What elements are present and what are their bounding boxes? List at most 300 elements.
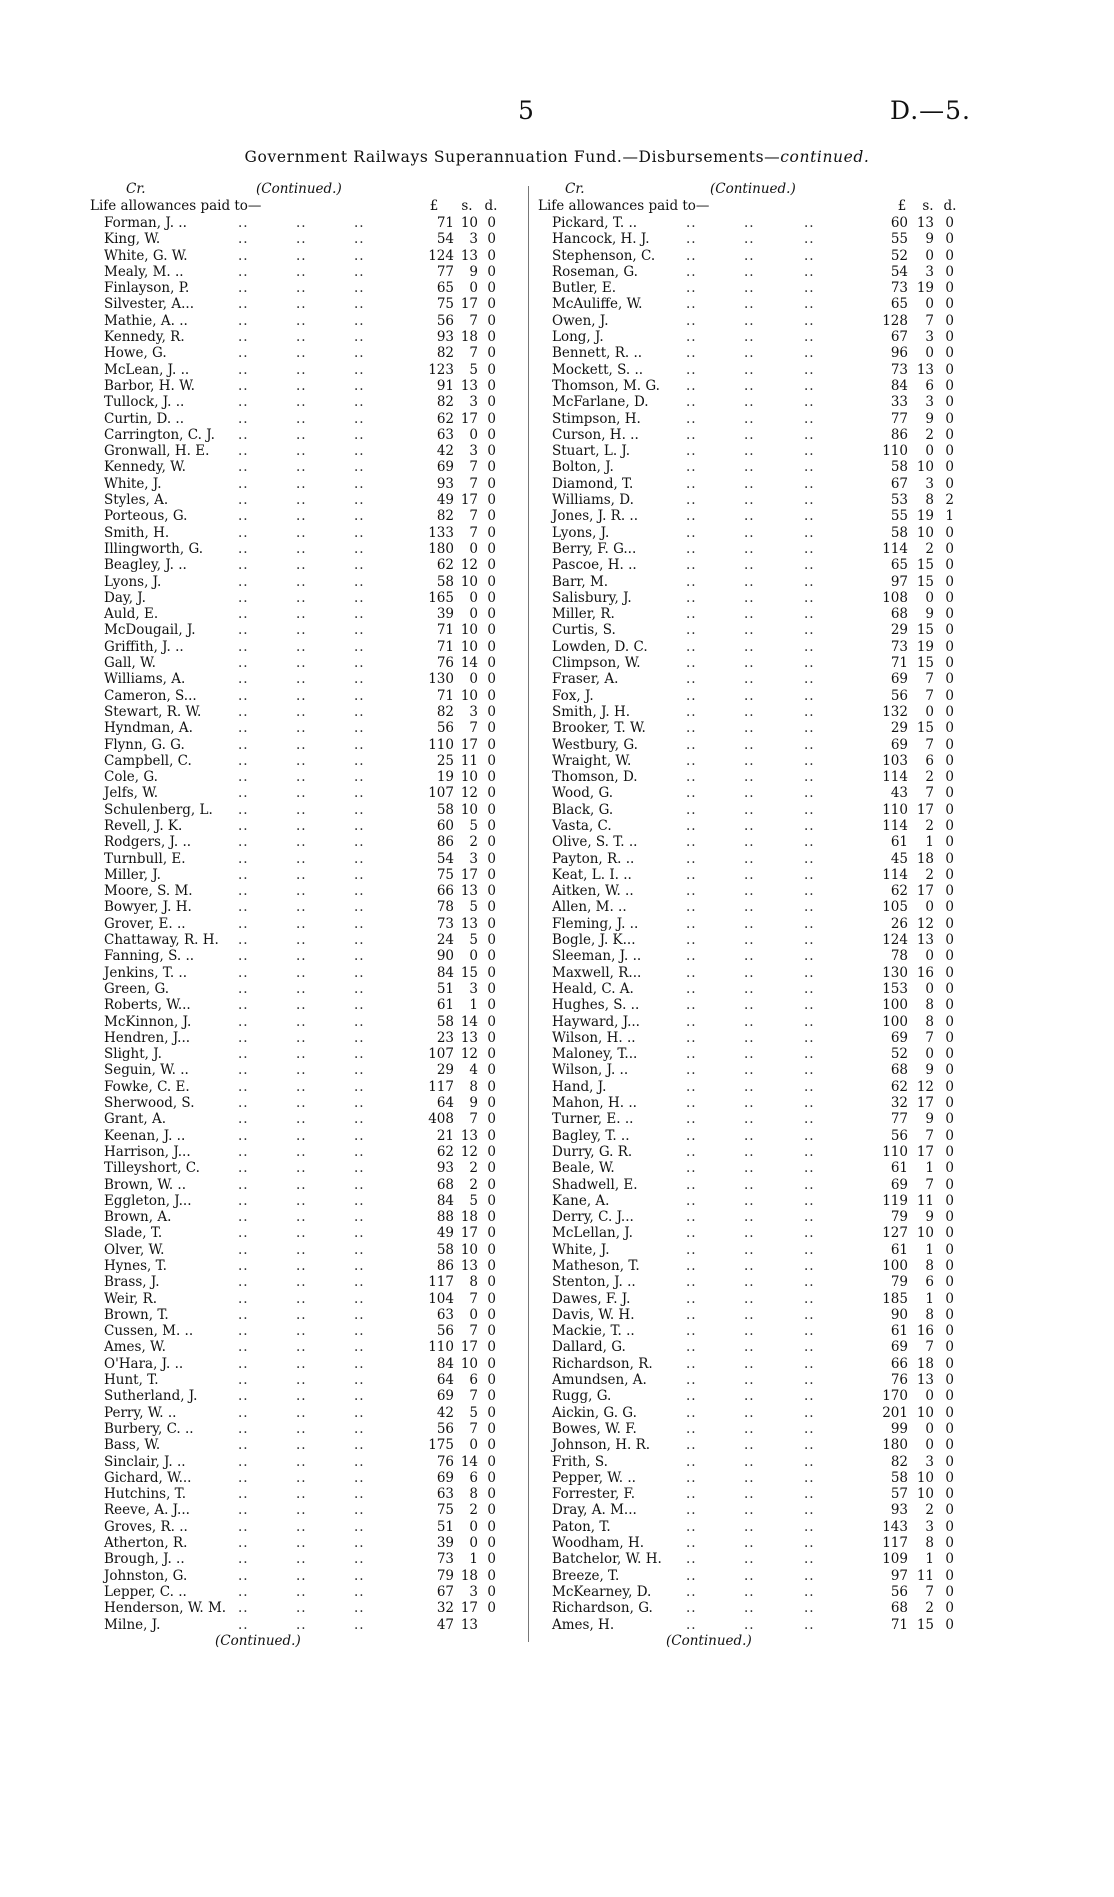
dot-leaders: .. .. .. xyxy=(238,1469,365,1486)
pence-value: 0 xyxy=(487,1225,496,1242)
payee-name: Diamond, T. xyxy=(552,475,634,492)
dot-leaders: .. .. .. xyxy=(686,1241,815,1258)
allowance-row xyxy=(90,443,522,459)
allowance-row xyxy=(90,1323,522,1339)
pence-value: 0 xyxy=(945,964,954,981)
dot-leaders: .. .. .. xyxy=(238,1111,365,1128)
payee-name: Hunt, T. xyxy=(104,1372,159,1389)
allowance-row xyxy=(538,1437,972,1453)
shillings-value: 0 xyxy=(469,1518,478,1535)
dot-leaders: .. .. .. xyxy=(238,622,365,639)
shillings-value: 12 xyxy=(460,1143,478,1160)
payee-name: Richardson, R. xyxy=(552,1355,653,1372)
payee-name: King, W. xyxy=(104,231,161,248)
allowance-row xyxy=(90,1209,522,1225)
payee-name: Fanning, S. .. xyxy=(104,948,195,965)
pence-value: 0 xyxy=(487,1453,496,1470)
payee-name: Bagley, T. .. xyxy=(552,1127,630,1144)
pence-value: 0 xyxy=(487,557,496,574)
shillings-value: 9 xyxy=(925,1209,934,1226)
pence-value: 0 xyxy=(945,1062,954,1079)
pounds-value: 67 xyxy=(890,329,908,346)
pounds-value: 45 xyxy=(890,850,908,867)
payee-name: Wraight, W. xyxy=(552,752,632,769)
pounds-value: 24 xyxy=(436,932,454,949)
shillings-value: 0 xyxy=(925,1437,934,1454)
allowance-row xyxy=(538,1568,972,1584)
pounds-value: 104 xyxy=(428,1290,454,1307)
allowance-row xyxy=(538,1454,972,1470)
allowance-row xyxy=(538,753,972,769)
payee-name: Cameron, S... xyxy=(104,687,197,704)
dot-leaders: .. .. .. xyxy=(686,377,815,394)
dot-leaders: .. .. .. xyxy=(238,1078,365,1095)
dot-leaders: .. .. .. xyxy=(686,687,815,704)
shillings-value: 0 xyxy=(469,948,478,965)
payee-name: Butler, E. xyxy=(552,280,617,297)
pence-value: 0 xyxy=(945,785,954,802)
allowance-row xyxy=(538,1486,972,1502)
payee-name: Flynn, G. G. xyxy=(104,736,185,753)
pounds-value: 86 xyxy=(436,834,454,851)
dot-leaders: .. .. .. xyxy=(686,1551,815,1568)
pounds-value: 114 xyxy=(882,540,908,557)
payee-name: Barbor, H. W. xyxy=(104,377,195,394)
allowance-row xyxy=(538,1519,972,1535)
pence-value: 0 xyxy=(487,1078,496,1095)
dot-leaders: .. .. .. xyxy=(238,231,365,248)
payee-name: McLean, J. .. xyxy=(104,361,190,378)
pence-value: 0 xyxy=(487,817,496,834)
allowance-row xyxy=(90,1437,522,1453)
allowance-row xyxy=(538,508,972,524)
dot-leaders: .. .. .. xyxy=(686,1290,815,1307)
pence-value: 0 xyxy=(487,475,496,492)
payee-name: Miller, J. xyxy=(104,866,161,883)
allowance-row xyxy=(90,769,522,785)
pence-value: 0 xyxy=(487,736,496,753)
pounds-value: 153 xyxy=(882,980,908,997)
payee-name: Gall, W. xyxy=(104,655,156,672)
pence-value: 0 xyxy=(487,361,496,378)
pounds-value: 58 xyxy=(436,801,454,818)
dot-leaders: .. .. .. xyxy=(238,980,365,997)
pence-value: 0 xyxy=(945,540,954,557)
dot-leaders: .. .. .. xyxy=(686,899,815,916)
shillings-value: 7 xyxy=(469,1388,478,1405)
shillings-value: 17 xyxy=(460,410,478,427)
payee-name: Campbell, C. xyxy=(104,752,192,769)
pounds-value: 100 xyxy=(882,1013,908,1030)
allowance-row xyxy=(538,296,972,312)
pence-value: 0 xyxy=(945,1535,954,1552)
pounds-header: £ xyxy=(897,198,907,214)
pence-value: 0 xyxy=(945,280,954,297)
dot-leaders: .. .. .. xyxy=(686,866,815,883)
pounds-value: 75 xyxy=(436,866,454,883)
allowance-row xyxy=(90,655,522,671)
allowance-row xyxy=(538,394,972,410)
allowance-row xyxy=(538,574,972,590)
shillings-value: 10 xyxy=(916,1225,934,1242)
pounds-value: 68 xyxy=(890,606,908,623)
shillings-value: 9 xyxy=(469,1095,478,1112)
payee-name: Bass, W. xyxy=(104,1437,161,1454)
dot-leaders: .. .. .. xyxy=(238,1241,365,1258)
dot-leaders: .. .. .. xyxy=(686,964,815,981)
payee-name: Cussen, M. .. xyxy=(104,1323,194,1340)
shillings-value: 0 xyxy=(925,899,934,916)
dot-leaders: .. .. .. xyxy=(238,1127,365,1144)
pounds-value: 66 xyxy=(436,883,454,900)
dot-leaders: .. .. .. xyxy=(686,329,815,346)
dot-leaders: .. .. .. xyxy=(238,1355,365,1372)
pence-value: 0 xyxy=(945,866,954,883)
pounds-value: 53 xyxy=(890,492,908,509)
pence-value: 0 xyxy=(945,215,954,231)
allowance-row xyxy=(538,345,972,361)
shillings-value: 1 xyxy=(925,1290,934,1307)
shillings-header: s. xyxy=(922,198,934,214)
pence-value: 0 xyxy=(487,785,496,802)
allowance-row xyxy=(90,916,522,932)
pence-value: 0 xyxy=(487,215,496,231)
pence-value: 0 xyxy=(945,883,954,900)
shillings-value: 10 xyxy=(460,687,478,704)
pounds-value: 25 xyxy=(436,752,454,769)
pounds-value: 100 xyxy=(882,997,908,1014)
pounds-value: 62 xyxy=(436,557,454,574)
payee-name: Brough, J. .. xyxy=(104,1551,185,1568)
allowance-row xyxy=(538,1046,972,1062)
payee-name: Olver, W. xyxy=(104,1241,165,1258)
payee-name: McLellan, J. xyxy=(552,1225,633,1242)
pounds-value: 63 xyxy=(436,1486,454,1503)
shillings-value: 13 xyxy=(460,1029,478,1046)
payee-name: Hynes, T. xyxy=(104,1258,167,1274)
dot-leaders: .. .. .. xyxy=(686,361,815,378)
dot-leaders: .. .. .. xyxy=(238,1420,365,1437)
pounds-value: 69 xyxy=(890,671,908,688)
allowance-row xyxy=(90,1144,522,1160)
dot-leaders: .. .. .. xyxy=(686,834,815,851)
allowance-row xyxy=(90,720,522,736)
dot-leaders: .. .. .. xyxy=(686,736,815,753)
pence-value: 0 xyxy=(945,1029,954,1046)
dot-leaders: .. .. .. xyxy=(238,1274,365,1291)
payee-name: Bennett, R. .. xyxy=(552,345,643,362)
pounds-value: 65 xyxy=(890,557,908,574)
dot-leaders: .. .. .. xyxy=(238,720,365,737)
allowance-row xyxy=(538,248,972,264)
allowance-row xyxy=(538,1258,972,1274)
pounds-value: 130 xyxy=(428,671,454,688)
payee-name: McFarlane, D. xyxy=(552,394,649,411)
allowance-row xyxy=(90,1535,522,1551)
pence-value: 0 xyxy=(487,263,496,280)
payee-name: Batchelor, W. H. xyxy=(552,1551,662,1568)
pence-value: 0 xyxy=(945,329,954,346)
right-allowance-list xyxy=(538,215,972,1633)
shillings-value: 6 xyxy=(469,1469,478,1486)
shillings-value: 14 xyxy=(460,1013,478,1030)
allowance-row xyxy=(538,1372,972,1388)
dot-leaders: .. .. .. xyxy=(686,345,815,362)
allowance-row xyxy=(538,688,972,704)
pounds-value: 170 xyxy=(882,1388,908,1405)
right-column-header xyxy=(538,181,972,198)
pence-value: 0 xyxy=(945,1616,954,1633)
dot-leaders: .. .. .. xyxy=(686,1404,815,1421)
shillings-value: 13 xyxy=(460,1258,478,1274)
allowance-row xyxy=(538,1502,972,1518)
dot-leaders: .. .. .. xyxy=(238,459,365,476)
pence-value: 0 xyxy=(487,703,496,720)
payee-name: Green, G. xyxy=(104,980,170,997)
dot-leaders: .. .. .. xyxy=(686,997,815,1014)
shillings-value: 2 xyxy=(925,866,934,883)
shillings-value: 3 xyxy=(925,394,934,411)
pence-value: 0 xyxy=(945,1486,954,1503)
shillings-value: 7 xyxy=(469,312,478,329)
allowance-row xyxy=(90,883,522,899)
shillings-value: 12 xyxy=(460,1046,478,1063)
pence-value: 0 xyxy=(487,1095,496,1112)
payee-name: Groves, R. .. xyxy=(104,1518,188,1535)
pounds-value: 49 xyxy=(436,1225,454,1242)
shillings-value: 0 xyxy=(469,1437,478,1454)
pounds-value: 76 xyxy=(436,1453,454,1470)
dot-leaders: .. .. .. xyxy=(238,655,365,672)
allowance-row xyxy=(90,997,522,1013)
shillings-value: 10 xyxy=(916,459,934,476)
payee-name: Hand, J. xyxy=(552,1078,607,1095)
shillings-value: 17 xyxy=(916,883,934,900)
shillings-value: 17 xyxy=(460,492,478,509)
pence-value: 0 xyxy=(945,247,954,264)
allowance-row xyxy=(90,948,522,964)
dot-leaders: .. .. .. xyxy=(238,524,365,541)
dot-leaders: .. .. .. xyxy=(238,1437,365,1454)
allowance-row xyxy=(90,476,522,492)
pounds-value: 64 xyxy=(436,1372,454,1389)
allowance-row xyxy=(538,329,972,345)
pounds-value: 23 xyxy=(436,1029,454,1046)
allowance-row xyxy=(90,1128,522,1144)
allowance-row xyxy=(538,378,972,394)
pounds-value: 63 xyxy=(436,1306,454,1323)
pence-value: 0 xyxy=(945,1078,954,1095)
pounds-value: 77 xyxy=(890,410,908,427)
payee-name: Turnbull, E. xyxy=(104,850,186,867)
pence-value: 0 xyxy=(945,1111,954,1128)
pounds-value: 33 xyxy=(890,394,908,411)
shillings-value: 8 xyxy=(925,1535,934,1552)
shillings-value: 3 xyxy=(925,1518,934,1535)
allowance-row xyxy=(90,231,522,247)
payee-name: Weir, R. xyxy=(104,1290,158,1307)
continued-label: (Continued.) xyxy=(710,181,796,197)
pounds-value: 75 xyxy=(436,1502,454,1519)
dot-leaders: .. .. .. xyxy=(686,1127,815,1144)
left-column xyxy=(90,181,522,1651)
payee-name: Rugg, G. xyxy=(552,1388,612,1405)
pence-value: 0 xyxy=(487,410,496,427)
dot-leaders: .. .. .. xyxy=(686,1486,815,1503)
pounds-value: 73 xyxy=(890,361,908,378)
shillings-value: 0 xyxy=(469,671,478,688)
allowance-row xyxy=(538,443,972,459)
payee-name: Keat, L. I. .. xyxy=(552,866,632,883)
payee-name: Slight, J. xyxy=(104,1046,162,1063)
dot-leaders: .. .. .. xyxy=(238,964,365,981)
dot-leaders: .. .. .. xyxy=(238,769,365,786)
pounds-value: 97 xyxy=(890,573,908,590)
allowance-row xyxy=(538,737,972,753)
payee-name: Lyons, J. xyxy=(552,524,610,541)
allowance-row xyxy=(538,280,972,296)
pence-value: 0 xyxy=(487,426,496,443)
shillings-value: 5 xyxy=(469,817,478,834)
shillings-value: 17 xyxy=(916,801,934,818)
shillings-value: 1 xyxy=(469,997,478,1014)
pence-value: 0 xyxy=(487,980,496,997)
pence-value: 0 xyxy=(487,1372,496,1389)
allowance-row xyxy=(538,1193,972,1209)
allowance-row xyxy=(538,802,972,818)
pence-value: 0 xyxy=(487,1486,496,1503)
payee-name: Fleming, J. .. xyxy=(552,915,639,932)
dot-leaders: .. .. .. xyxy=(238,540,365,557)
pounds-value: 67 xyxy=(436,1583,454,1600)
pence-value: 0 xyxy=(487,443,496,460)
allowance-row xyxy=(90,1356,522,1372)
dot-leaders: .. .. .. xyxy=(238,1306,365,1323)
allowance-row xyxy=(90,981,522,997)
pence-value: 0 xyxy=(487,589,496,606)
allowance-row xyxy=(538,1144,972,1160)
shillings-value: 2 xyxy=(925,769,934,786)
shillings-value: 0 xyxy=(469,1535,478,1552)
payee-name: Forman, J. .. xyxy=(104,215,187,231)
pence-value: 0 xyxy=(945,655,954,672)
pence-value: 0 xyxy=(487,606,496,623)
shillings-value: 1 xyxy=(925,1160,934,1177)
pounds-value: 119 xyxy=(882,1192,908,1209)
dot-leaders: .. .. .. xyxy=(238,215,365,231)
shillings-value: 0 xyxy=(925,1420,934,1437)
payee-name: Vasta, C. xyxy=(552,817,612,834)
allowance-row xyxy=(538,899,972,915)
pounds-value: 68 xyxy=(890,1600,908,1617)
allowance-row xyxy=(90,965,522,981)
shillings-value: 2 xyxy=(925,1502,934,1519)
payee-name: Maloney, T... xyxy=(552,1046,638,1063)
pence-value: 0 xyxy=(945,231,954,248)
pounds-value: 56 xyxy=(890,1127,908,1144)
payee-name: Jenkins, T. .. xyxy=(104,964,187,981)
life-allowances-label: Life allowances paid to— xyxy=(90,198,262,214)
allowance-row xyxy=(90,1470,522,1486)
dot-leaders: .. .. .. xyxy=(686,1567,815,1584)
dot-leaders: .. .. .. xyxy=(686,231,815,248)
allowance-row xyxy=(90,785,522,801)
allowance-row xyxy=(538,851,972,867)
allowance-row xyxy=(90,1502,522,1518)
dot-leaders: .. .. .. xyxy=(238,1388,365,1405)
dot-leaders: .. .. .. xyxy=(238,394,365,411)
shillings-value: 0 xyxy=(925,589,934,606)
dot-leaders: .. .. .. xyxy=(238,1372,365,1389)
pounds-value: 84 xyxy=(436,1192,454,1209)
payee-name: Reeve, A. J... xyxy=(104,1502,190,1519)
pence-value: 0 xyxy=(945,1290,954,1307)
shillings-value: 5 xyxy=(469,1192,478,1209)
payee-name: Amundsen, A. xyxy=(552,1372,647,1389)
pounds-value: 143 xyxy=(882,1518,908,1535)
pounds-value: 73 xyxy=(890,638,908,655)
payee-name: Griffith, J. .. xyxy=(104,638,184,655)
pounds-value: 42 xyxy=(436,443,454,460)
dot-leaders: .. .. .. xyxy=(238,801,365,818)
payee-name: Finlayson, P. xyxy=(104,280,190,297)
shillings-value: 7 xyxy=(925,1029,934,1046)
pounds-value: 78 xyxy=(890,948,908,965)
pounds-value: 91 xyxy=(436,377,454,394)
pounds-value: 96 xyxy=(890,345,908,362)
payee-name: Keenan, J. .. xyxy=(104,1127,186,1144)
pence-value: 0 xyxy=(487,655,496,672)
allowance-row xyxy=(538,525,972,541)
payee-name: Ames, W. xyxy=(104,1339,166,1356)
payee-name: Barr, M. xyxy=(552,573,609,590)
pounds-value: 76 xyxy=(890,1372,908,1389)
pence-value: 0 xyxy=(945,899,954,916)
shillings-value: 13 xyxy=(916,215,934,231)
pence-value: 0 xyxy=(487,1209,496,1226)
dot-leaders: .. .. .. xyxy=(238,492,365,509)
payee-name: Hutchins, T. xyxy=(104,1486,186,1503)
shillings-value: 1 xyxy=(925,834,934,851)
dot-leaders: .. .. .. xyxy=(686,1143,815,1160)
shillings-value: 2 xyxy=(469,1160,478,1177)
pounds-value: 123 xyxy=(428,361,454,378)
allowance-row xyxy=(90,851,522,867)
pounds-value: 58 xyxy=(436,573,454,590)
pounds-value: 93 xyxy=(436,1160,454,1177)
pence-value: 0 xyxy=(945,312,954,329)
allowance-row xyxy=(538,590,972,606)
shillings-value: 17 xyxy=(916,1095,934,1112)
payee-name: Dallard, G. xyxy=(552,1339,626,1356)
payee-name: Lyons, J. xyxy=(104,573,162,590)
payee-name: O'Hara, J. .. xyxy=(104,1355,184,1372)
pounds-value: 56 xyxy=(436,1323,454,1340)
pence-value: 0 xyxy=(945,801,954,818)
allowance-row xyxy=(90,296,522,312)
dot-leaders: .. .. .. xyxy=(686,1160,815,1177)
payee-name: Styles, A. xyxy=(104,492,169,509)
allowance-row xyxy=(90,688,522,704)
shillings-value: 7 xyxy=(925,1176,934,1193)
payee-name: Maxwell, R... xyxy=(552,964,642,981)
payee-name: Burbery, C. .. xyxy=(104,1420,194,1437)
payee-name: Fowke, C. E. xyxy=(104,1078,190,1095)
allowance-row xyxy=(538,557,972,573)
shillings-value: 2 xyxy=(925,1600,934,1617)
allowance-row xyxy=(90,753,522,769)
pounds-value: 57 xyxy=(890,1486,908,1503)
